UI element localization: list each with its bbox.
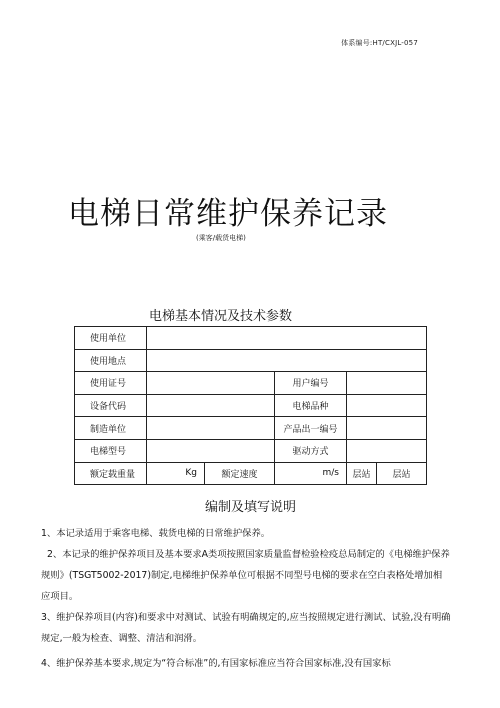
user-no-label: 用户编号 — [275, 372, 347, 395]
drive-mode-label: 驱动方式 — [275, 439, 347, 462]
page-subtitle: (乘客/载货电梯) — [196, 234, 246, 242]
table-row — [75, 439, 427, 462]
manufacturer-value[interactable] — [147, 417, 275, 440]
table-title: 电梯基本情况及技术参数 — [149, 309, 293, 324]
factory-no-label: 产品出一编号 — [275, 417, 347, 440]
user-no-value[interactable] — [347, 372, 427, 395]
elevator-type-label: 电梯品种 — [275, 394, 347, 417]
factory-no-value[interactable] — [347, 417, 427, 440]
model-label: 电梯型号 — [75, 439, 147, 462]
use-location-value[interactable] — [147, 349, 427, 372]
parameters-table — [74, 326, 427, 485]
instruction-item: 4、维护保养基本要求,规定为“符合标准”的,有国家标准应当符合国家标准,没有国家标 — [41, 658, 391, 669]
drive-mode-value[interactable] — [347, 439, 427, 462]
instructions-title: 编制及填写说明 — [205, 500, 297, 515]
table-row — [75, 394, 427, 417]
rated-load-label: 额定载重量 — [75, 462, 147, 485]
manufacturer-label: 制造单位 — [75, 417, 147, 440]
model-value[interactable] — [147, 439, 275, 462]
table-row — [75, 349, 427, 372]
device-code-value[interactable] — [147, 394, 275, 417]
elevator-type-value[interactable] — [347, 394, 427, 417]
use-cert-value[interactable] — [147, 372, 275, 395]
rated-speed-label: 额定速度 — [205, 462, 275, 485]
use-unit-label: 使用单位 — [75, 327, 147, 350]
instruction-item: 3、维护保养项目(内容)和要求中对测试、试验有明确规定的,应当按照规定进行测试、试验,没有明确规定,一般为检查、调整、清洁和润滑。 — [41, 612, 451, 644]
floor-label: 层站 — [347, 462, 377, 485]
table-row — [75, 327, 427, 350]
use-unit-value[interactable] — [147, 327, 427, 350]
document-code: 体系编号:HT/CXJL-057 — [341, 39, 418, 47]
station-label: 层站 — [377, 462, 427, 485]
use-cert-label: 使用证号 — [75, 372, 147, 395]
page-title: 电梯日常维护保养记录 — [68, 196, 388, 232]
device-code-label: 设备代码 — [75, 394, 147, 417]
kg-unit: Kg — [147, 462, 205, 485]
table-row — [75, 372, 427, 395]
instruction-item: 2、本记录的维护保养项目及基本要求A类项按照国家质量监督检验检疫总局制定的《电梯维护保养规则》(TSGT5002-2017)制定,电梯维护保养单位可根据不同型号电梯的要求在空白表格处增加相应项目。 — [41, 549, 450, 602]
ms-unit: m/s — [275, 462, 347, 485]
table-row — [75, 417, 427, 440]
use-location-label: 使用地点 — [75, 349, 147, 372]
table-row — [75, 462, 427, 485]
instruction-item: 1、本记录适用于乘客电梯、载货电梯的日常维护保养。 — [41, 528, 271, 539]
